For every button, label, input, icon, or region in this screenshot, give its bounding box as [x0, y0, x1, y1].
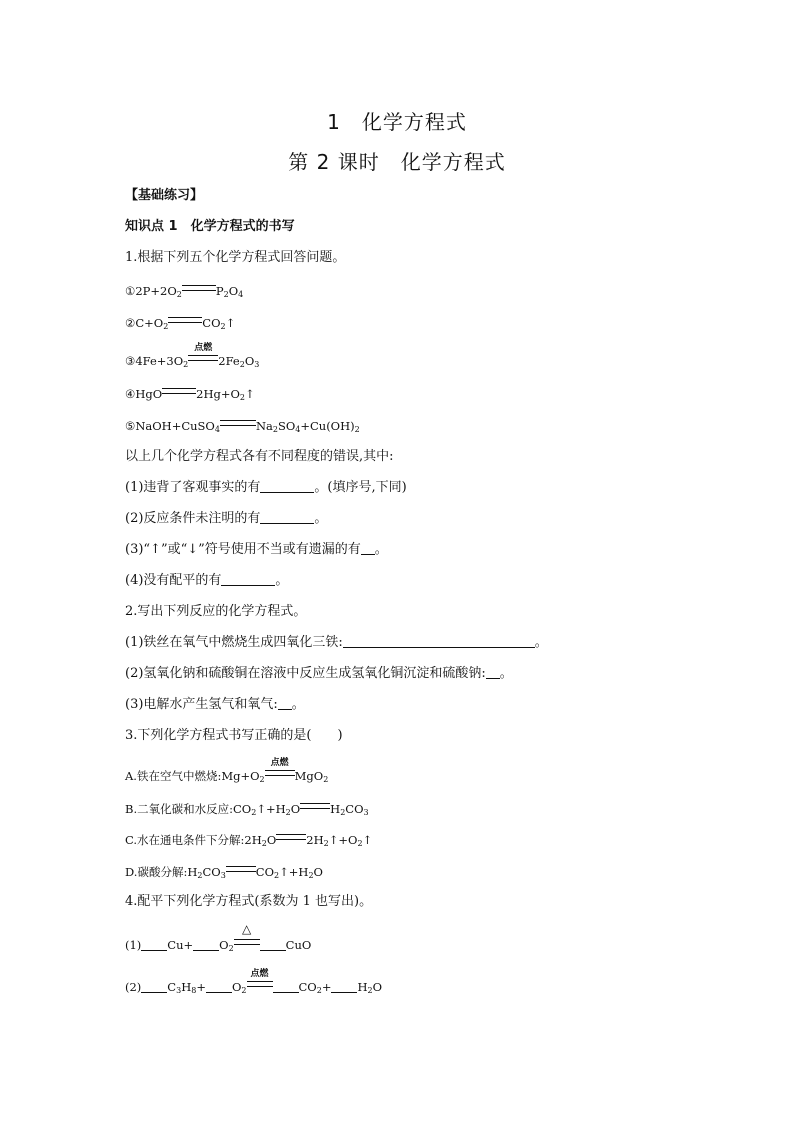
answer-blank[interactable]: [486, 665, 500, 679]
q1-part-1: (1)违背了客观事实的有 。(填序号,下同): [125, 480, 407, 495]
coefficient-blank[interactable]: [273, 979, 299, 993]
q3-option-c[interactable]: C.水在通电条件下分解$:2H_2O$ $2H_2↑+O_2↑$: [125, 833, 373, 848]
section-heading: 【基础练习】: [125, 188, 204, 203]
q1-equation-2: $②C+O_2$ $CO_2↑$: [125, 316, 236, 331]
answer-blank[interactable]: [361, 541, 375, 555]
q2-part-2: (2)氢氧化钠和硫酸铜在溶液中反应生成氢氧化铜沉淀和硫酸钠: 。: [125, 666, 513, 681]
q1-equation-5: ⑤NaOH+CuSO$_4$ $Na_2SO_4+Cu(OH)_2$: [125, 419, 360, 434]
q1-part-3: (3)“↑”或“↓”符号使用不当或有遗漏的有 。: [125, 542, 388, 557]
q4-stem: 4.配平下列化学方程式(系数为 1 也写出)。: [125, 894, 373, 909]
lesson-subtitle: 第 2 课时 化学方程式: [288, 150, 506, 174]
answer-blank[interactable]: [343, 634, 535, 648]
q3-option-b[interactable]: B.二氧化碳和水反应$:CO_2↑+H_2O$ $H_2CO_3$: [125, 802, 369, 817]
coefficient-blank[interactable]: [260, 937, 286, 951]
q1-stem: 1.根据下列五个化学方程式回答问题。: [125, 250, 346, 265]
q1-equation-4: ④HgO $2Hg+O_2↑$: [125, 387, 255, 402]
answer-blank[interactable]: [278, 696, 292, 710]
coefficient-blank[interactable]: [141, 979, 167, 993]
coefficient-blank[interactable]: [141, 937, 167, 951]
q1-part-2: (2)反应条件未注明的有 。: [125, 511, 328, 526]
q2-part-3: (3)电解水产生氢气和氧气: 。: [125, 697, 305, 712]
answer-blank[interactable]: [260, 510, 314, 524]
q2-stem: 2.写出下列反应的化学方程式。: [125, 604, 307, 619]
q1-equation-1: $①2P+2O_2$ $P_2O_4$: [125, 284, 244, 299]
q1-lead: 以上几个化学方程式各有不同程度的错误,其中:: [125, 449, 394, 464]
lesson-title: 1 化学方程式: [327, 110, 467, 134]
coefficient-blank[interactable]: [331, 979, 357, 993]
coefficient-blank[interactable]: [193, 937, 219, 951]
q3-stem: 3.下列化学方程式书写正确的是( ): [125, 728, 343, 743]
q4-part-1: (1) $Cu+ O_2$ △ CuO: [125, 922, 312, 953]
knowledge-point-heading: 知识点 1 化学方程式的书写: [125, 219, 295, 234]
q2-part-1: (1)铁丝在氧气中燃烧生成四氧化三铁: 。: [125, 635, 548, 650]
q1-part-4: (4)没有配平的有 。: [125, 573, 289, 588]
q4-part-2: (2) $C_3H_8+ O_2$ 点燃 $CO_2+ H_2O$: [125, 969, 383, 995]
q3-option-d[interactable]: D.碳酸分解$:H_2CO_3$ $CO_2↑+H_2O$: [125, 865, 323, 880]
q1-equation-3: $③4Fe+3O_2$ 点燃 $2Fe_2O_3$: [125, 343, 260, 369]
answer-blank[interactable]: [260, 479, 314, 493]
answer-blank[interactable]: [221, 572, 275, 586]
q3-option-a[interactable]: A.铁在空气中燃烧$:Mg+O_2$ 点燃 MgO$_2$: [125, 758, 329, 784]
coefficient-blank[interactable]: [206, 979, 232, 993]
